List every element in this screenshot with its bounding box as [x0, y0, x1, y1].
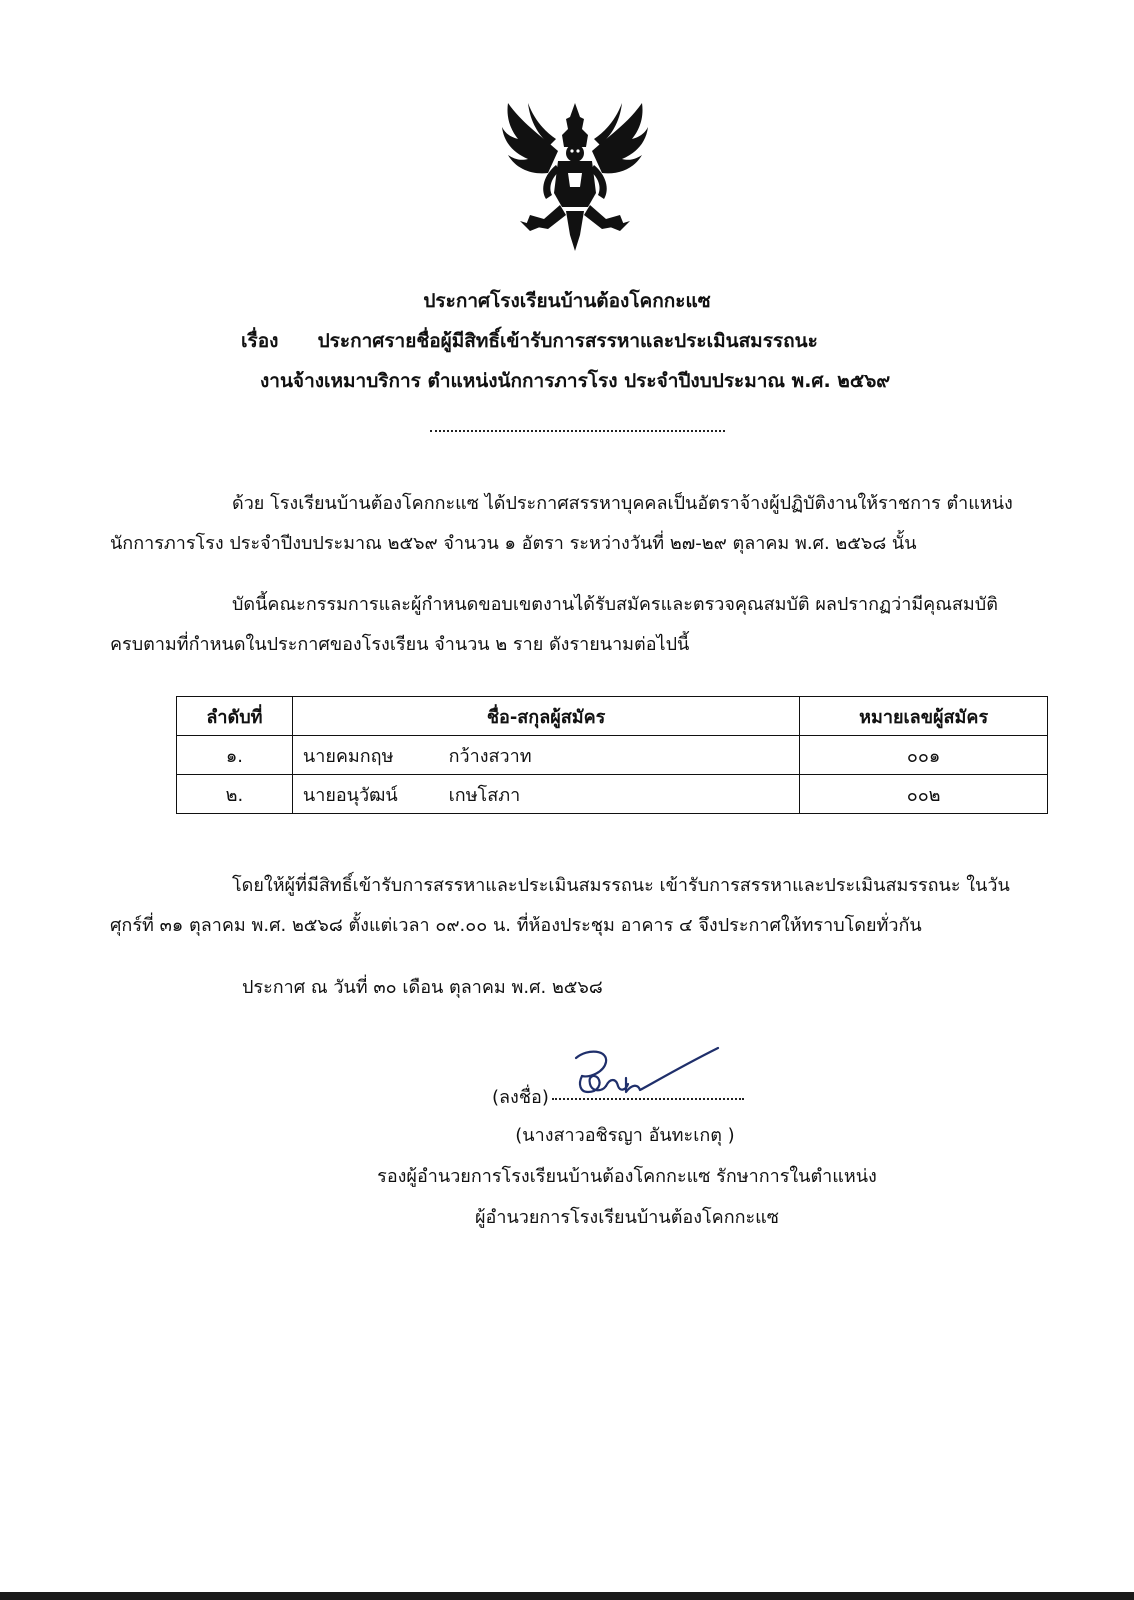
applicant-first-name: นายอนุวัฒน์ — [302, 784, 398, 806]
signatory-position-line1: รองผู้อำนวยการโรงเรียนบ้านต้องโคกกะแซ รักษาการในตำแหน่ง — [377, 1166, 877, 1187]
sign-label: (ลงชื่อ) — [492, 1087, 549, 1108]
subject-text: ประกาศรายชื่อผู้มีสิทธิ์เข้ารับการสรรหาและประเมินสมรรถนะ — [317, 330, 818, 352]
paragraph-result-line2: ครบตามที่กำหนดในประกาศของโรงเรียน จำนวน ๒ ราย ดังรายนามต่อไปนี้ — [110, 634, 690, 655]
header-name: ชื่อ-สกุลผู้สมัคร — [292, 697, 799, 736]
subject-line — [241, 326, 818, 356]
title-divider — [430, 430, 725, 432]
subject-line-2: งานจ้างเหมาบริการ ตำแหน่งนักการภารโรง ประจำปีงบประมาณ พ.ศ. ๒๕๖๙ — [260, 370, 891, 392]
table-row — [177, 736, 1048, 775]
paragraph-intro — [110, 484, 1050, 564]
applicant-first-name: นายคมกฤษ — [302, 745, 394, 767]
header-order: ลำดับที่ — [177, 697, 293, 736]
paragraph-result-line1: บัดนี้คณะกรรมการและผู้กำหนดขอบเขตงานได้รับสมัครและตรวจคุณสมบัติ ผลปรากฏว่ามีคุณสมบัติ — [232, 594, 998, 615]
row-applicant-id: ๐๐๒ — [800, 775, 1048, 814]
applicant-last-name: กว้างสวาท — [448, 745, 532, 767]
row-name — [292, 736, 799, 775]
subject-label: เรื่อง — [241, 330, 279, 352]
signatory-position-line2: ผู้อำนวยการโรงเรียนบ้านต้องโคกกะแซ — [474, 1207, 779, 1228]
row-name — [292, 775, 799, 814]
announcement-title: ประกาศโรงเรียนบ้านต้องโคกกะแซ — [423, 290, 711, 312]
paragraph-schedule — [110, 866, 1050, 946]
announcement-date: ประกาศ ณ วันที่ ๓๐ เดือน ตุลาคม พ.ศ. ๒๕๖๘ — [242, 977, 603, 998]
applicant-last-name: เกษโสภา — [448, 784, 521, 806]
row-order: ๒. — [177, 775, 293, 814]
scan-edge-bar — [0, 1592, 1134, 1600]
header-applicant-id: หมายเลขผู้สมัคร — [800, 697, 1048, 736]
garuda-emblem-icon — [500, 95, 650, 255]
paragraph-result — [110, 585, 1050, 665]
paragraph-schedule-line2: ศุกร์ที่ ๓๑ ตุลาคม พ.ศ. ๒๕๖๘ ตั้งแต่เวลา ๐๙.๐๐ น. ที่ห้องประชุม อาคาร ๔ จึงประกาศให้ทราบโดยทั่วกัน — [110, 915, 922, 936]
applicants-table — [176, 696, 1048, 814]
table-row — [177, 775, 1048, 814]
row-order: ๑. — [177, 736, 293, 775]
paragraph-intro-line1: ด้วย โรงเรียนบ้านต้องโคกกะแซ ได้ประกาศสรรหาบุคคลเป็นอัตราจ้างผู้ปฏิบัติงานให้ราชการ ตำแหน่ง — [232, 493, 1013, 514]
paragraph-intro-line2: นักการภารโรง ประจำปีงบประมาณ ๒๕๖๙ จำนวน ๑ อัตรา ระหว่างวันที่ ๒๗-๒๙ ตุลาคม พ.ศ. ๒๕๖๘ นั้น — [110, 533, 917, 554]
paragraph-schedule-line1: โดยให้ผู้ที่มีสิทธิ์เข้ารับการสรรหาและประเมินสมรรถนะ เข้ารับการสรรหาและประเมินสมรรถนะ ในวัน — [232, 875, 1010, 896]
table-header-row — [177, 697, 1048, 736]
handwritten-signature — [568, 1040, 728, 1100]
signatory-name: (นางสาวอชิรญา อันทะเกตุ ) — [515, 1125, 735, 1146]
row-applicant-id: ๐๐๑ — [800, 736, 1048, 775]
